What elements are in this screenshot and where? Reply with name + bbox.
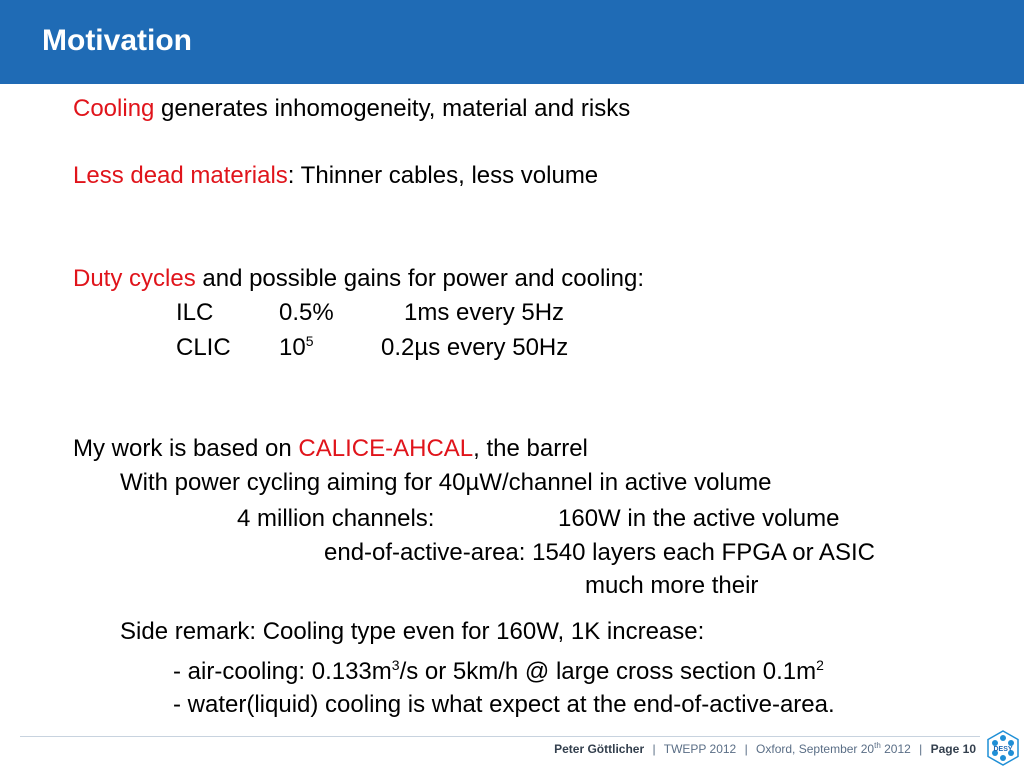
footer-author: Peter Göttlicher [554,742,645,756]
air-cooling-exponent-2: 2 [816,657,824,673]
footer-place-date: Oxford, September 20th 2012 [756,741,911,756]
clic-ratio-base: 10 [279,334,306,361]
ilc-timing: 1ms every 5Hz [404,299,565,326]
cooling-keyword: Cooling [73,95,155,122]
air-cooling-exponent-1: 3 [391,657,400,673]
work-line [73,434,588,464]
clic-ratio [279,333,314,363]
dead-materials-keyword: Less dead materials [73,162,288,189]
power-cycling-line: With power cycling aiming for 40µW/channel in active volume [120,469,772,496]
footer-text [554,742,976,756]
dead-materials-text: : Thinner cables, less volume [287,162,599,189]
work-keyword: CALICE-AHCAL [298,435,474,462]
page-number: Page 10 [930,742,976,756]
side-remark-line: Side remark: Cooling type even for 160W, 1K increase: [120,618,705,645]
duty-cycles-text: and possible gains for power and cooling: [195,265,644,292]
duty-cycles-keyword: Duty cycles [73,265,196,292]
channels-power: 160W in the active volume [558,505,840,532]
work-pre: My work is based on [73,435,299,462]
dead-materials-line [73,161,598,191]
water-cooling-line: - water(liquid) cooling is what expect at the end-of-active-area. [173,691,835,718]
end-area-line: end-of-active-area: 1540 layers each FPGA or ASIC [324,539,875,566]
footer-divider [20,736,980,737]
work-post: , the barrel [473,435,588,462]
channels-count: 4 million channels: [237,505,435,532]
clic-ratio-exponent: 5 [305,333,314,349]
clic-name: CLIC [176,334,231,361]
footer-separator: | [919,742,923,756]
clic-timing: 0.2µs every 50Hz [381,334,569,361]
slide-footer [0,728,1024,768]
much-more-line: much more their [585,572,759,599]
ilc-name: ILC [176,299,214,326]
logo-text: DESY [993,746,1013,753]
air-cooling-text-b: /s or 5km/h @ large cross section 0.1m [399,658,817,685]
cooling-line [73,94,630,124]
slide-title: Motivation [42,24,192,57]
duty-cycles-line [73,264,644,294]
footer-separator: | [652,742,656,756]
air-cooling-text-a: - air-cooling: 0.133m [173,658,392,685]
footer-separator: | [744,742,748,756]
desy-logo-icon [986,730,1020,766]
slide-header [0,0,1024,84]
footer-conference: TWEPP 2012 [663,742,737,756]
cooling-text: generates inhomogeneity, material and risks [154,95,631,122]
ilc-ratio: 0.5% [279,299,334,326]
air-cooling-line [173,657,824,687]
